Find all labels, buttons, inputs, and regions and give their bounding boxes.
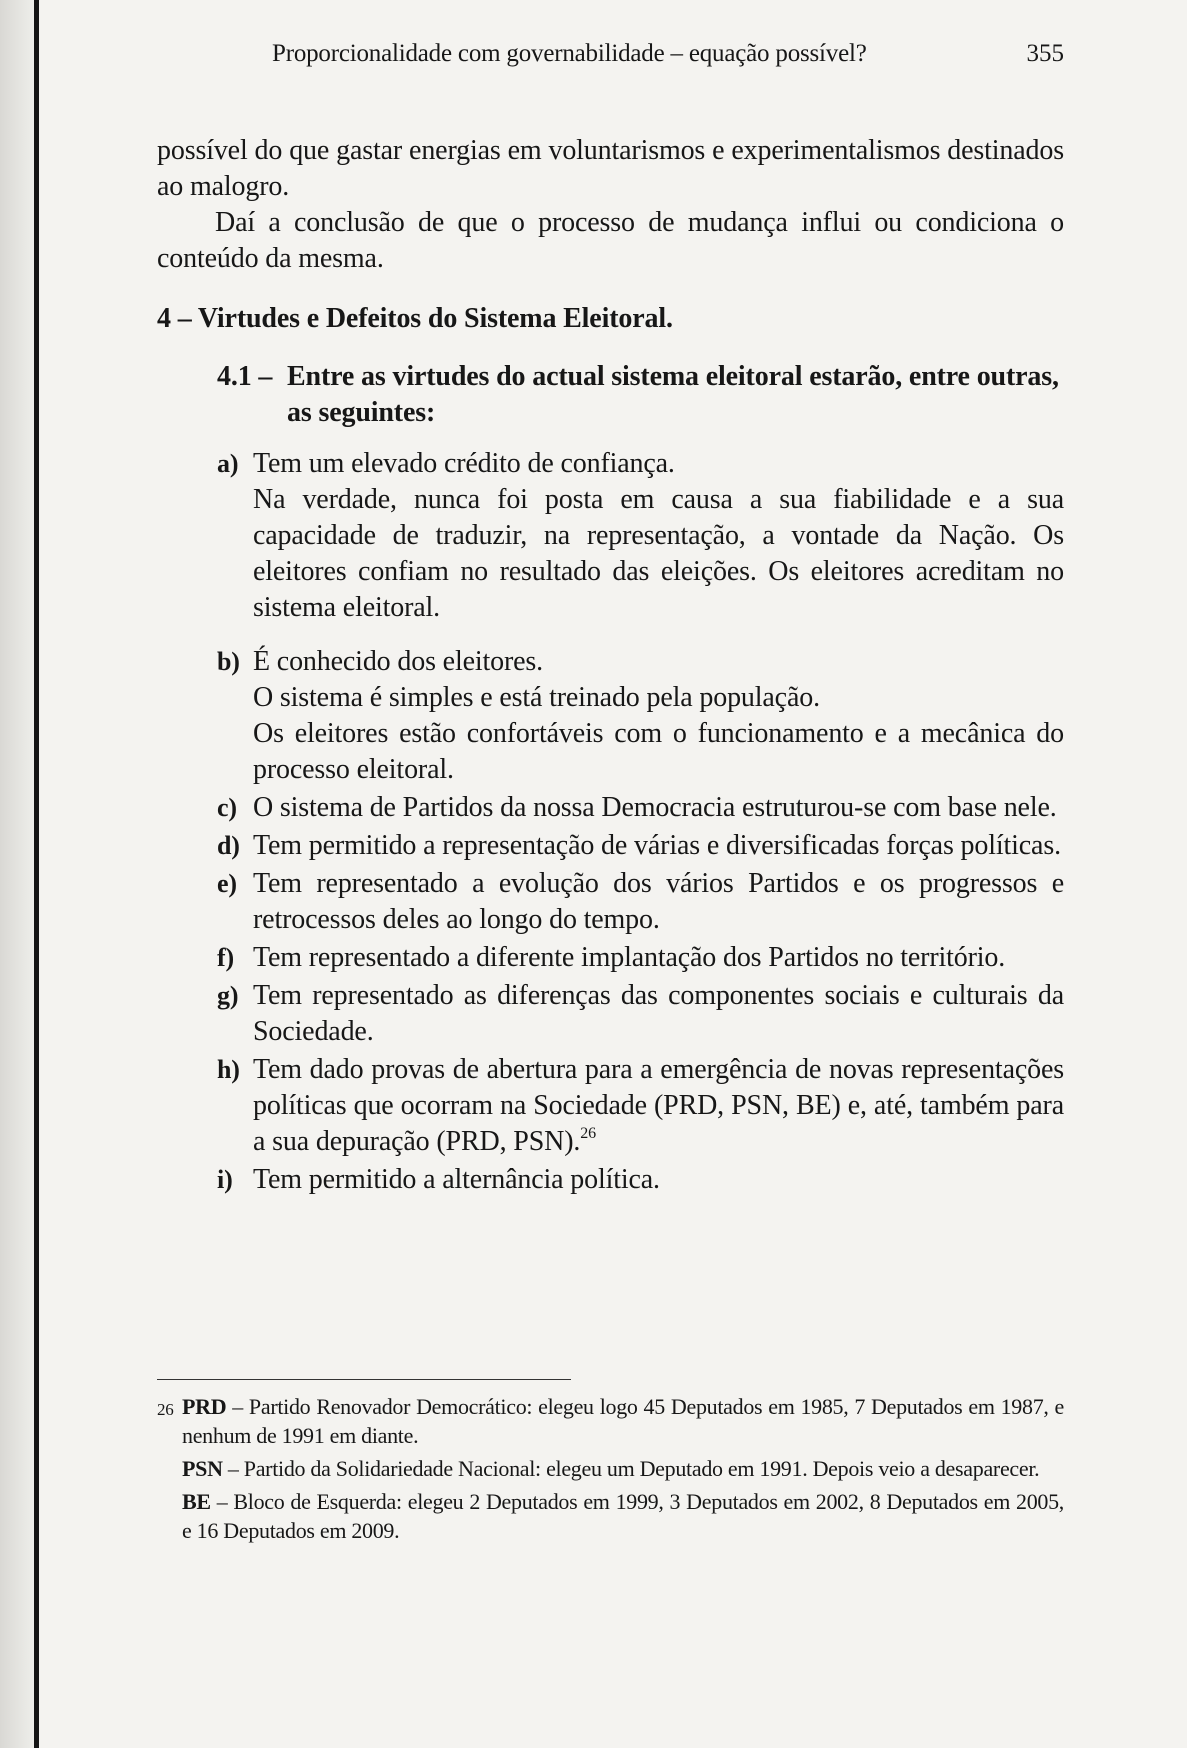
- list-item-text: [253, 1052, 1064, 1160]
- list-item: [217, 1052, 1064, 1160]
- list-item-body: [253, 828, 1064, 864]
- footnote-reference[interactable]: 26: [580, 1125, 596, 1142]
- list-item-marker: e): [217, 869, 237, 898]
- list-item-marker: h): [217, 1055, 240, 1084]
- list-item-body: [253, 1162, 1064, 1198]
- list-item-text: O sistema de Partidos da nossa Democracia estruturou-se com base nele.: [253, 792, 1057, 823]
- list-item-body: [253, 644, 1064, 788]
- list-item-detail: Os eleitores estão confortáveis com o funcionamento e a mecânica do processo eleitoral.: [253, 718, 1064, 785]
- page-header: [272, 36, 1064, 76]
- list-item-text: Tem um elevado crédito de confiança.: [253, 448, 675, 479]
- footnote-entry: [182, 1487, 1064, 1545]
- footnotes: [157, 1392, 1065, 1545]
- footnote-separator: [157, 1379, 571, 1380]
- list-item-text: Tem representado as diferenças das componentes sociais e culturais da Sociedade.: [253, 980, 1064, 1047]
- list-item-body: [253, 790, 1064, 826]
- footnote-abbreviation: PRD: [182, 1394, 227, 1419]
- section-heading: 4 – Virtudes e Defeitos do Sistema Eleitoral.: [157, 303, 673, 334]
- list-item-text: Tem representado a evolução dos vários Partidos e os progressos e retrocessos deles ao longo do tempo.: [253, 868, 1064, 935]
- list-item-marker: i): [217, 1165, 233, 1194]
- list-item: [217, 644, 1064, 788]
- list-item-text: Tem representado a diferente implantação dos Partidos no território.: [253, 942, 1006, 973]
- list-item-text: Tem permitido a alternância política.: [253, 1164, 660, 1195]
- list-item: [217, 978, 1064, 1050]
- footnote-entry: [157, 1392, 1065, 1450]
- list-item-text: É conhecido dos eleitores.: [253, 646, 544, 677]
- list-item-marker: d): [217, 831, 240, 860]
- footnote-text: – Partido da Solidariedade Nacional: elegeu um Deputado em 1991. Depois veio a desaparecer.: [227, 1456, 1040, 1481]
- footnote-abbreviation: BE: [182, 1489, 211, 1514]
- list-item-marker: f): [217, 943, 235, 972]
- list-item-detail: Na verdade, nunca foi posta em causa a sua fiabilidade e a sua capacidade de traduzir, na representação, a vontade da Nação. Os eleitores confiam no resultado das eleições. Os eleitores acreditam no sistema eleitoral.: [253, 484, 1064, 623]
- subsection-heading: [217, 359, 1064, 431]
- book-binding-edge: [34, 0, 39, 1748]
- body-paragraph: possível do que gastar energias em voluntarismos e experimentalismos destinados ao malogro.: [157, 135, 1064, 202]
- list-item: [217, 940, 1064, 976]
- list-item-marker: a): [217, 449, 239, 478]
- list-item-marker: g): [217, 981, 239, 1010]
- list-item-body: [253, 446, 1064, 626]
- list-item: [217, 446, 1064, 626]
- footnote-entry: [182, 1454, 1064, 1483]
- list-item-body: [253, 978, 1064, 1050]
- list-item-marker: b): [217, 647, 240, 676]
- footnote-number: 26: [157, 1400, 174, 1419]
- list-item: [217, 866, 1064, 938]
- list-item-body: [253, 940, 1064, 976]
- list-item-text-content: Tem dado provas de abertura para a emergência de novas representações políticas que ocorram na Sociedade (PRD, PSN, BE) e, até, também para a sua depuração (PRD, PSN).: [253, 1054, 1064, 1157]
- footnote-text: – Bloco de Esquerda: elegeu 2 Deputados em 1999, 3 Deputados em 2002, 8 Deputados em 2005, e 16 Deputados em 2009.: [182, 1489, 1064, 1543]
- list-item: [217, 828, 1064, 864]
- list-item: [217, 790, 1064, 826]
- page-body: [157, 133, 1064, 1198]
- body-paragraph: Daí a conclusão de que o processo de mudança influi ou condiciona o conteúdo da mesma.: [157, 207, 1064, 274]
- list-item: [217, 1162, 1064, 1198]
- subsection-title: Entre as virtudes do actual sistema eleitoral estarão, entre outras, as seguintes:: [287, 361, 1059, 428]
- page-gutter-shadow: [0, 0, 34, 1748]
- running-title: Proporcionalidade com governabilidade – equação possível?: [272, 40, 867, 67]
- list-item-body: [253, 1052, 1064, 1160]
- list-item-text: Tem permitido a representação de várias e diversificadas forças políticas.: [253, 830, 1061, 861]
- list-item-body: [253, 866, 1064, 938]
- page-number: 355: [1026, 40, 1064, 67]
- footnote-abbreviation: PSN: [182, 1456, 223, 1481]
- footnote-text: – Partido Renovador Democrático: elegeu logo 45 Deputados em 1985, 7 Deputados em 1987, e nenhum de 1991 em diante.: [182, 1394, 1065, 1448]
- list-item-marker: c): [217, 793, 237, 822]
- list-item-detail: O sistema é simples e está treinado pela população.: [253, 682, 820, 713]
- subsection-number: 4.1 –: [217, 361, 273, 392]
- virtues-list: [217, 446, 1064, 1198]
